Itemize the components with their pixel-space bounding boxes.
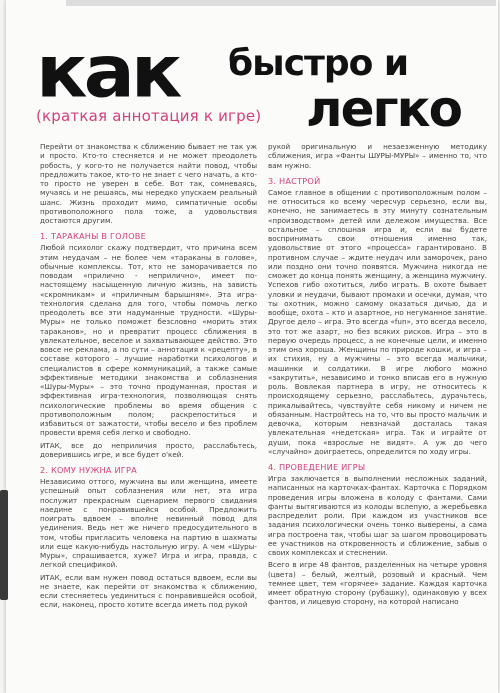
right-column xyxy=(268,142,487,610)
section-heading-2: 2. КОМУ НУЖНА ИГРА xyxy=(40,465,137,475)
section-heading-3: 3. НАСТРОЙ xyxy=(268,175,321,186)
title-kak: как xyxy=(36,29,179,114)
section-2-conclusion: ИТАК, если вам нужен повод остаться вдвоем, если вы не знаете, как перейти от знакомства к сближению, если стесняетесь уединиться с понравившейся особой, если, наконец, просто хотите всегда иметь под рукой xyxy=(40,572,257,610)
section-heading-4: 4. ПРОВЕДЕНИЕ ИГРЫ xyxy=(268,462,366,472)
section-1-paragraph: Любой психолог скажу подтвердит, что причина всем этим неудачам – не более чем «тараканы в голове», обычные комплексы. Тот, кто не заморачивается по поводам «приличнo - неприлично», имеет по-настоящему насыщенную личную жизнь, на зависть «скромникам» и «приличным барышням». Эта игра-технология сделана для того, чтобы помочь легко преодолеть все эти надуманные трудности. «Шуры-Муры» не только поможет безсловно «морить этих тараканов», но и превратит процесс сближения в увлекательное, веселое и захватывающее действо. Это вовсе не реклама, а по сути – аннотация к «рецепту», в составе которого – лучшие наработки психологов и специалистов в сфере коммуникаций, а также самые эффективные методики знакомства и соблазнения «Шуры-Муры» – это точно продуманная, простая и эффективная игра-технология, позволяющая снять психологические проблемы во время общения с противоположным полом; раскрепоститься и избавиться от зажатости, чтобы весело и без проблем провести время себя легко и свободно. xyxy=(40,243,257,438)
section-4-paragraph: Игра заключается в выполнении несложных заданий, написанных на карточках-фантах. Карточка с Порядком проведения игры вложена в колоду с фантами. Сами фанты вытягиваются из колоды вслепую, а жеребьевка распределит роли. При каждом из участников все задания психологически очень тонко выверены, а сама игра построена так, чтобы шаг за шагом провоцировать ее участников на откровенность и сближение, забыв о своих комплексах и стеснении. xyxy=(268,474,487,557)
intro-paragraph: Перейти от знакомства к сближению бывает не так уж и просто. Кто-то стесняется и не может преодолеть робость, у кого-то не получается найти повод, чтобы предложить такое, кто-то не знает с чего начать, а кто-то просто не уверен в себе. Вот так, сомневаясь, мучаясь и не решаясь, мы нередко упускаем реальный шанс. Жизнь проходит мимо, симпатичные особы противоположного пола тоже, а удовольствия достаются другим. xyxy=(40,142,257,225)
subtitle: (краткая аннотация к игре) xyxy=(36,107,262,125)
binder-clip xyxy=(0,490,8,600)
section-1-conclusion: ИТАК, все до неприличия просто, расслабьтесь, доверившись игре, и все будет о'кей. xyxy=(40,440,257,459)
document-sheet xyxy=(6,0,498,693)
section-4-paragraph-b: Всего в игре 48 фантов, разделенных на четыре уровня (цвета) – белый, желтый, розовый и красный. Чем темнее цвет, тем «горячее» задание. Каждая карточка имеет обратную сторону (рубашку), одинаковую у всех фантов, и лицевую сторону, на которой написано xyxy=(268,560,487,607)
top-edge xyxy=(66,0,496,6)
continuation-paragraph: рукой оригинальную и незаезженную методику сближения, игра «Фанты ШУРЫ-МУРЫ» – именно то, что вам нужно. xyxy=(268,142,487,170)
section-heading-1: 1. ТАРАКАНЫ В ГОЛОВЕ xyxy=(40,231,146,242)
left-column xyxy=(40,142,257,613)
title-bystro: быстро и xyxy=(228,43,409,84)
title-legko: легко xyxy=(306,80,461,138)
section-3-paragraph: Самое главное в общении с противоположным полом – не относиться ко всему чересчур серьезно, если вы, конечно, не занимаетесь в эту минуту сознательным «производством» детей или дележом имущества. Все остальное – сплошная игра и, если вы будете воспринимать свои отношения именно так, удовольствие от этого «процесса» гарантировано. В противном случае – ждите неудач или заморочек, рано или поздно они точно появятся. Мужчина никогда не сможет до конца понять женщину, а женщина мужчину. Успехов гибо охотиться, либо играть. В охоте бывает уловки и неудачи, бывают промахи и осечки, думая, что ты охотник, можно самому оказаться дичью, да и вообще, охота – кто и азартное, но негуманное занятие. Другое дело – игра. Это всегда «fun», это всегда весело, это тот же азарт, но без всяких рисков. Игра – это в первую очередь процесс, а не конечные цели, и именно этим она хороша. Женщины по природе кошки, и игра – их стихия, ну а мужчины – это всегда мальчики, машинки и солдатики. В игре любого можно «закрутить», независимо и тонко вписав его в нужную роль. Вовлекая партнера в игру, не относитесь к происходящему серьезно, расслабьтесь, дурачьтесь, прикалывайтесь, чувствуйте себя никому и ничем не обязанным. Настройтесь на то, что вы просто мальчик и девочка, которым невзначай досталась такая увлекательная «недетская» игра. Так и играйте от души, пока «взрослые не видят». А уж до чего «случайно» доиграетесь, определится по ходу игры. xyxy=(268,187,487,456)
section-2-paragraph: Независимо оттого, мужчина вы или женщина, имеете успешный опыт соблазнения или нет, эта игра послужит прекрасным сценарием первого свидания наедине с понравившейся особой. Предложить поиграть вдвоем – вполне невинный повод для уединения. Ведь нет же ничего предосудительного в том, чтобы пригласить человека на партию в шахматы или еще какую-нибудь настольную игру. А чем «Шуры-Муры», спрашивается, хуже? Игра и игра, правда, с легкой спецификой. xyxy=(40,477,257,570)
